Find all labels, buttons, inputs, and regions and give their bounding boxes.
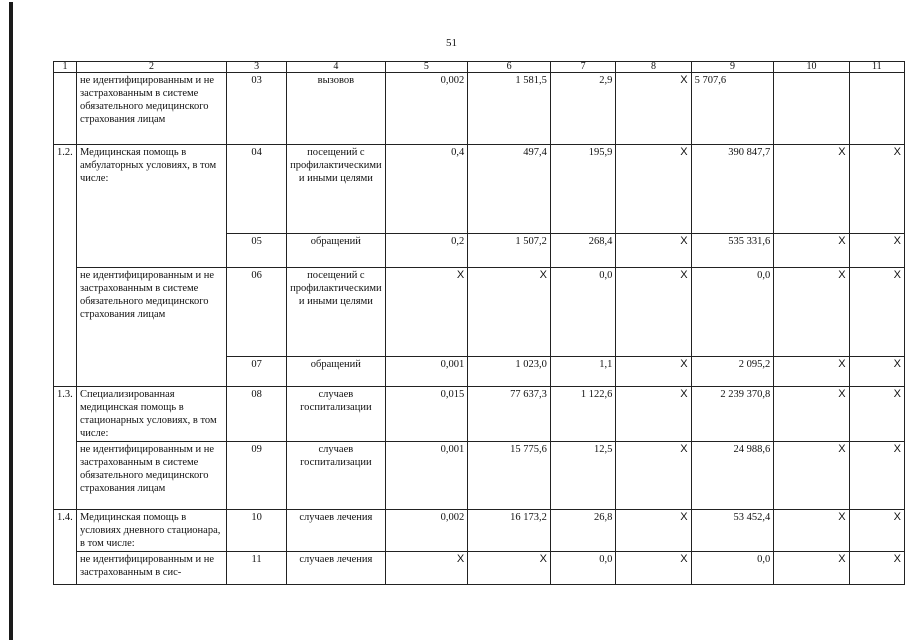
- row-unit: случаев госпитализации: [287, 387, 385, 442]
- header-cell: 4: [287, 62, 385, 73]
- cell-col7: 12,5: [550, 442, 615, 510]
- cell-col9: 2 095,2: [691, 357, 774, 387]
- cell-col6: 1 023,0: [468, 357, 551, 387]
- binding-edge: [9, 2, 13, 640]
- header-cell: 9: [691, 62, 774, 73]
- table-row: [54, 73, 905, 145]
- cell-col5: 0,002: [385, 73, 468, 145]
- cell-col5: 0,001: [385, 357, 468, 387]
- cell-col8: Х: [616, 268, 691, 357]
- cell-col7: 0,0: [550, 552, 615, 585]
- cell-col6: 77 637,3: [468, 387, 551, 442]
- cell-col9: 390 847,7: [691, 145, 774, 234]
- row-unit: посещений с профилактическими и иными целями: [287, 268, 385, 357]
- cell-col5: 0,015: [385, 387, 468, 442]
- cell-col8: Х: [616, 387, 691, 442]
- cell-col8: Х: [616, 357, 691, 387]
- cell-col8: Х: [616, 234, 691, 268]
- row-code: 06: [227, 268, 287, 357]
- row-number: [54, 73, 77, 145]
- cell-col7: 195,9: [550, 145, 615, 234]
- row-unit: случаев госпитализации: [287, 442, 385, 510]
- row-name: не идентифицированным и не застрахованным в сис-: [76, 552, 226, 585]
- cell-col11: Х: [849, 268, 904, 357]
- cell-col10: Х: [774, 234, 849, 268]
- table-row: [54, 510, 905, 552]
- cell-col10: Х: [774, 510, 849, 552]
- row-name: Специализированная медицинская помощь в стационарных условиях, в том числе:: [76, 387, 226, 442]
- cell-col7: 1 122,6: [550, 387, 615, 442]
- cell-col9: 5 707,6: [691, 73, 774, 145]
- row-name: Медицинская помощь в условиях дневного стационара, в том числе:: [76, 510, 226, 552]
- cell-col5: 0,001: [385, 442, 468, 510]
- row-code: 03: [227, 73, 287, 145]
- cell-col11: Х: [849, 234, 904, 268]
- cell-col9: 2 239 370,8: [691, 387, 774, 442]
- cell-col10: Х: [774, 268, 849, 357]
- cell-col5: Х: [385, 552, 468, 585]
- row-unit: вызовов: [287, 73, 385, 145]
- cell-col6: 16 173,2: [468, 510, 551, 552]
- cell-col8: Х: [616, 552, 691, 585]
- row-unit: обращений: [287, 357, 385, 387]
- cell-col5: Х: [385, 268, 468, 357]
- data-table: [53, 61, 905, 585]
- cell-col5: 0,002: [385, 510, 468, 552]
- row-name: не идентифицированным и не застрахованным в системе обязательного медицинского страхования лицам: [76, 442, 226, 510]
- cell-col9: 53 452,4: [691, 510, 774, 552]
- cell-col7: 26,8: [550, 510, 615, 552]
- row-code: 08: [227, 387, 287, 442]
- cell-col8: Х: [616, 510, 691, 552]
- cell-col10: Х: [774, 552, 849, 585]
- cell-col7: 268,4: [550, 234, 615, 268]
- cell-col9: 24 988,6: [691, 442, 774, 510]
- cell-col9: 0,0: [691, 268, 774, 357]
- header-cell: 8: [616, 62, 691, 73]
- row-code: 07: [227, 357, 287, 387]
- cell-col8: Х: [616, 145, 691, 234]
- header-cell: 11: [849, 62, 904, 73]
- header-cell: 1: [54, 62, 77, 73]
- row-code: 04: [227, 145, 287, 234]
- row-name: не идентифицированным и не застрахованным в системе обязательного медицинского страхования лицам: [76, 73, 226, 145]
- row-unit: случаев лечения: [287, 510, 385, 552]
- cell-col10: Х: [774, 357, 849, 387]
- row-code: 10: [227, 510, 287, 552]
- row-code: 09: [227, 442, 287, 510]
- header-row: [54, 62, 905, 73]
- header-cell: 3: [227, 62, 287, 73]
- cell-col9: 0,0: [691, 552, 774, 585]
- cell-col8: Х: [616, 442, 691, 510]
- cell-col11: Х: [849, 552, 904, 585]
- table-row: [54, 552, 905, 585]
- header-cell: 5: [385, 62, 468, 73]
- cell-col8: Х: [616, 73, 691, 145]
- cell-col6: 497,4: [468, 145, 551, 234]
- page-number: 51: [446, 37, 457, 49]
- header-cell: 7: [550, 62, 615, 73]
- cell-col10: Х: [774, 442, 849, 510]
- cell-col11: [849, 73, 904, 145]
- header-cell: 2: [76, 62, 226, 73]
- cell-col11: Х: [849, 510, 904, 552]
- header-cell: 10: [774, 62, 849, 73]
- table-row: [54, 387, 905, 442]
- cell-col11: Х: [849, 442, 904, 510]
- row-number: 1.2.: [54, 145, 77, 387]
- table-row: [54, 442, 905, 510]
- row-name: не идентифицированным и не застрахованным в системе обязательного медицинского страхования лицам: [76, 268, 226, 387]
- cell-col10: Х: [774, 387, 849, 442]
- cell-col6: Х: [468, 268, 551, 357]
- row-code: 11: [227, 552, 287, 585]
- header-cell: 6: [468, 62, 551, 73]
- cell-col11: Х: [849, 145, 904, 234]
- row-number: 1.4.: [54, 510, 77, 585]
- cell-col10: Х: [774, 145, 849, 234]
- cell-col11: Х: [849, 387, 904, 442]
- row-name: Медицинская помощь в амбулаторных условиях, в том числе:: [76, 145, 226, 268]
- row-unit: случаев лечения: [287, 552, 385, 585]
- cell-col11: Х: [849, 357, 904, 387]
- cell-col6: 1 581,5: [468, 73, 551, 145]
- row-unit: обращений: [287, 234, 385, 268]
- cell-col9: 535 331,6: [691, 234, 774, 268]
- table-row: [54, 268, 905, 357]
- cell-col5: 0,4: [385, 145, 468, 234]
- cell-col7: 1,1: [550, 357, 615, 387]
- cell-col5: 0,2: [385, 234, 468, 268]
- cell-col6: 15 775,6: [468, 442, 551, 510]
- row-unit: посещений с профилактическими и иными целями: [287, 145, 385, 234]
- row-number: 1.3.: [54, 387, 77, 510]
- table-row: [54, 145, 905, 234]
- row-code: 05: [227, 234, 287, 268]
- cell-col10: [774, 73, 849, 145]
- cell-col6: Х: [468, 552, 551, 585]
- cell-col7: 0,0: [550, 268, 615, 357]
- cell-col7: 2,9: [550, 73, 615, 145]
- cell-col6: 1 507,2: [468, 234, 551, 268]
